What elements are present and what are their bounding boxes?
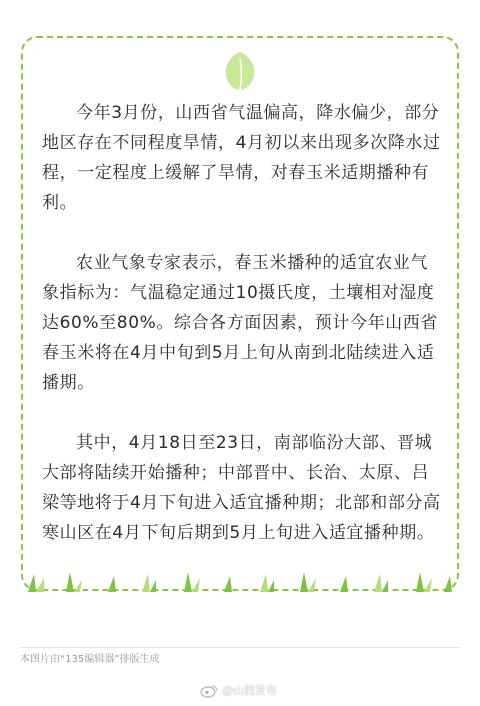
article-body xyxy=(42,98,442,578)
article-paragraph-2: 农业气象专家表示，春玉米播种的适宜农业气象指标为：气温稳定通过10摄氏度，土壤相对湿度达60%至80%。综合各方面因素，预计今年山西省春玉米将在4月中旬到5月上旬从南到北陆续进入适播期。 xyxy=(42,253,438,393)
watermark-text: @山西发布 xyxy=(222,684,277,697)
footer-divider xyxy=(20,647,460,648)
weibo-icon xyxy=(200,684,218,698)
leaf-icon xyxy=(220,50,260,92)
watermark xyxy=(200,682,277,700)
grass-decoration xyxy=(24,568,456,592)
grass-blades xyxy=(28,572,452,592)
footer-note: 本图片由“135编辑器”排版生成 xyxy=(20,654,160,665)
article-paragraph-3: 其中，4月18日至23日，南部临汾大部、晋城大部将陆续开始播种；中部晋中、长治、太原、吕梁等地将于4月下旬进入适宜播种期；北部和部分高寒山区在4月下旬后期到5月上旬进入适宜播种期。 xyxy=(42,433,441,543)
article-paragraph-1: 今年3月份，山西省气温偏高，降水偏少，部分地区存在不同程度旱情，4月初以来出现多次降水过程，一定程度上缓解了旱情，对春玉米适期播种有利。 xyxy=(42,103,441,213)
